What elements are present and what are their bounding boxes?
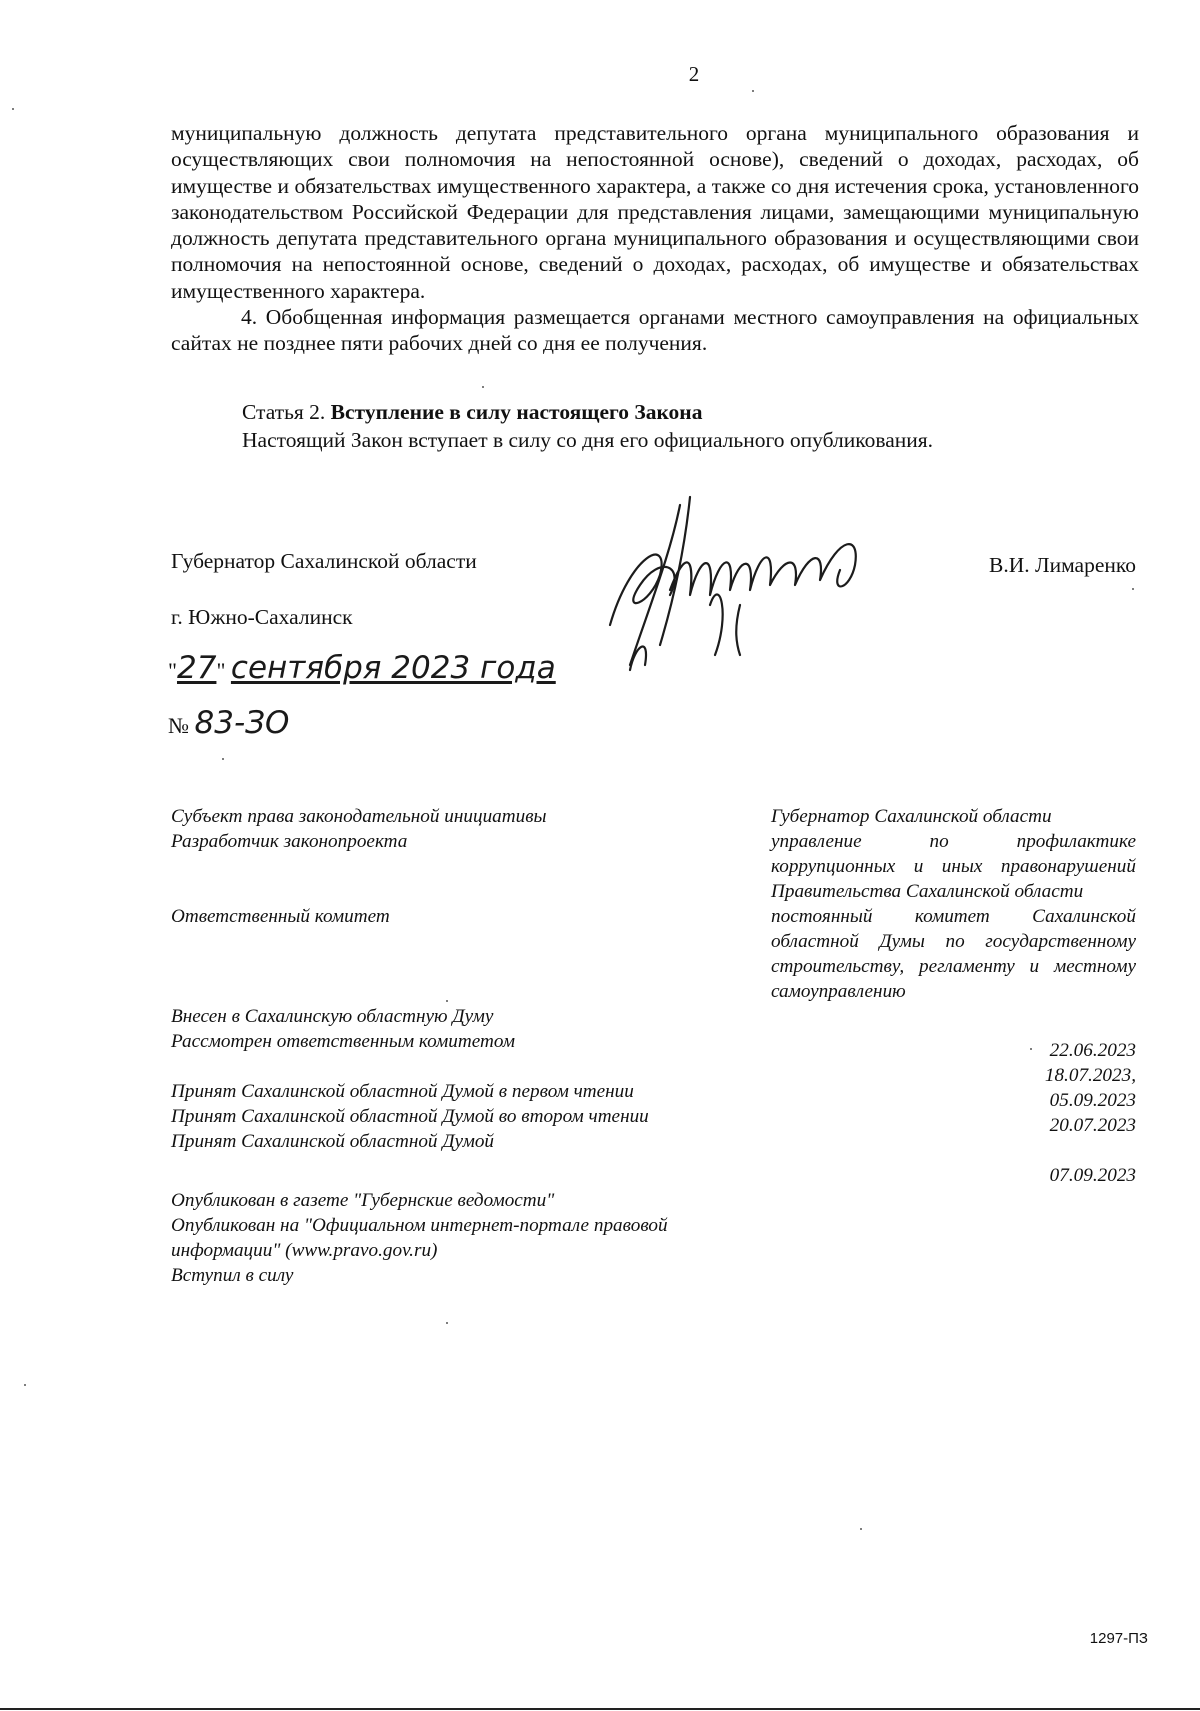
reviewed-date-1: 18.07.2023, [1044,1065,1136,1086]
meta-label: Ответственный комитет [171,906,390,927]
scan-speck [752,90,754,92]
law-number-value: 83-ЗО [194,705,290,741]
article-heading [242,398,933,426]
article-text: Настоящий Закон вступает в силу со дня его официального опубликования. [242,428,934,452]
second-reading-date [940,1138,1136,1163]
handwritten-signature [590,495,920,695]
scan-speck [446,1000,448,1002]
meta-label: Внесен в Сахалинскую областную Думу [171,1006,494,1027]
adopted-date: 07.09.2023 [1049,1165,1136,1186]
article-prefix: Статья 2. [242,400,331,424]
meta-value: постоянный комитет Сахалинской областной Думы по государственному строительству, регламенту и местному самоуправлению [771,906,1136,1002]
meta-row [171,904,1136,1004]
law-body-text [171,120,1139,357]
published-newspaper: Опубликован в газете "Губернские ведомости" [171,1190,555,1211]
entered-force: Вступил в силу [171,1265,294,1286]
submitted-date: 22.06.2023 [1049,1040,1136,1061]
meta-row [171,1004,1136,1029]
page-number: 2 [688,62,700,86]
date-close-quote: " [216,658,226,683]
reviewed-date-2: 05.09.2023 [1049,1090,1136,1111]
meta-row [171,829,1136,904]
article-title: Вступление в силу настоящего Закона [330,400,703,424]
body-paragraph: 4. Обобщенная информация размещается органами местного самоуправления на официальных сайтах не позднее пяти рабочих дней со дня ее получения. [171,305,1139,356]
meta-row [171,804,1136,829]
scan-speck [24,1384,26,1386]
date-day: 27 [176,650,217,686]
article-2 [242,398,933,454]
scan-speck [446,1322,448,1324]
meta-value: управление по профилактике коррупционных и иных правонарушений Правительства Сахалинской области [771,831,1136,902]
signing-date [168,650,556,686]
signatory-name: В.И. Лимаренко [989,553,1136,577]
scan-speck [482,386,484,388]
date-month-year: сентября 2023 года [230,650,556,686]
scan-speck [860,1528,862,1530]
published-portal: Опубликован на "Официальном интернет-портале правовой информации" (www.pravo.gov.ru) [171,1215,668,1261]
meta-label: Принят Сахалинской областной Думой во втором чтении [171,1106,649,1127]
body-paragraph: муниципальную должность депутата представительного органа муниципального образования и осуществляющих свои полномочия на непостоянной основе), сведений о доходах, расходах, об имуществе и обязательствах имущественного характера, а также со дня истечения срока, установленного законодательством Российской Федерации для представления лицами, замещающими муниципальную должность депутата представительного органа муниципального образования и осуществляющими свои полномочия на непостоянной основе, сведений о доходах, расходах, об имуществе и обязательствах имущественного характера. [171,121,1139,303]
scan-speck [12,108,14,110]
city: г. Южно-Сахалинск [171,605,353,629]
scan-edge-line [0,1708,1200,1710]
meta-label: Рассмотрен ответственным комитетом [171,1031,515,1052]
meta-dates [940,1038,1136,1188]
scan-speck [222,758,224,760]
number-sign: № [168,713,189,738]
signatory-position: Губернатор Сахалинской области [171,549,477,573]
scan-speck [1030,1048,1032,1050]
scan-speck [1132,588,1134,590]
meta-label: Субъект права законодательной инициативы [171,806,547,827]
law-number [168,705,289,741]
meta-label: Разработчик законопроекта [171,831,408,852]
publication-info [171,1188,771,1288]
meta-value: Губернатор Сахалинской области [771,806,1052,827]
date-open-quote: " [168,658,177,683]
meta-label: Принят Сахалинской областной Думой в первом чтении [171,1081,634,1102]
meta-label: Принят Сахалинской областной Думой [171,1131,495,1152]
document-code: 1297-ПЗ [1089,1630,1148,1647]
first-reading-date: 20.07.2023 [1049,1115,1136,1136]
